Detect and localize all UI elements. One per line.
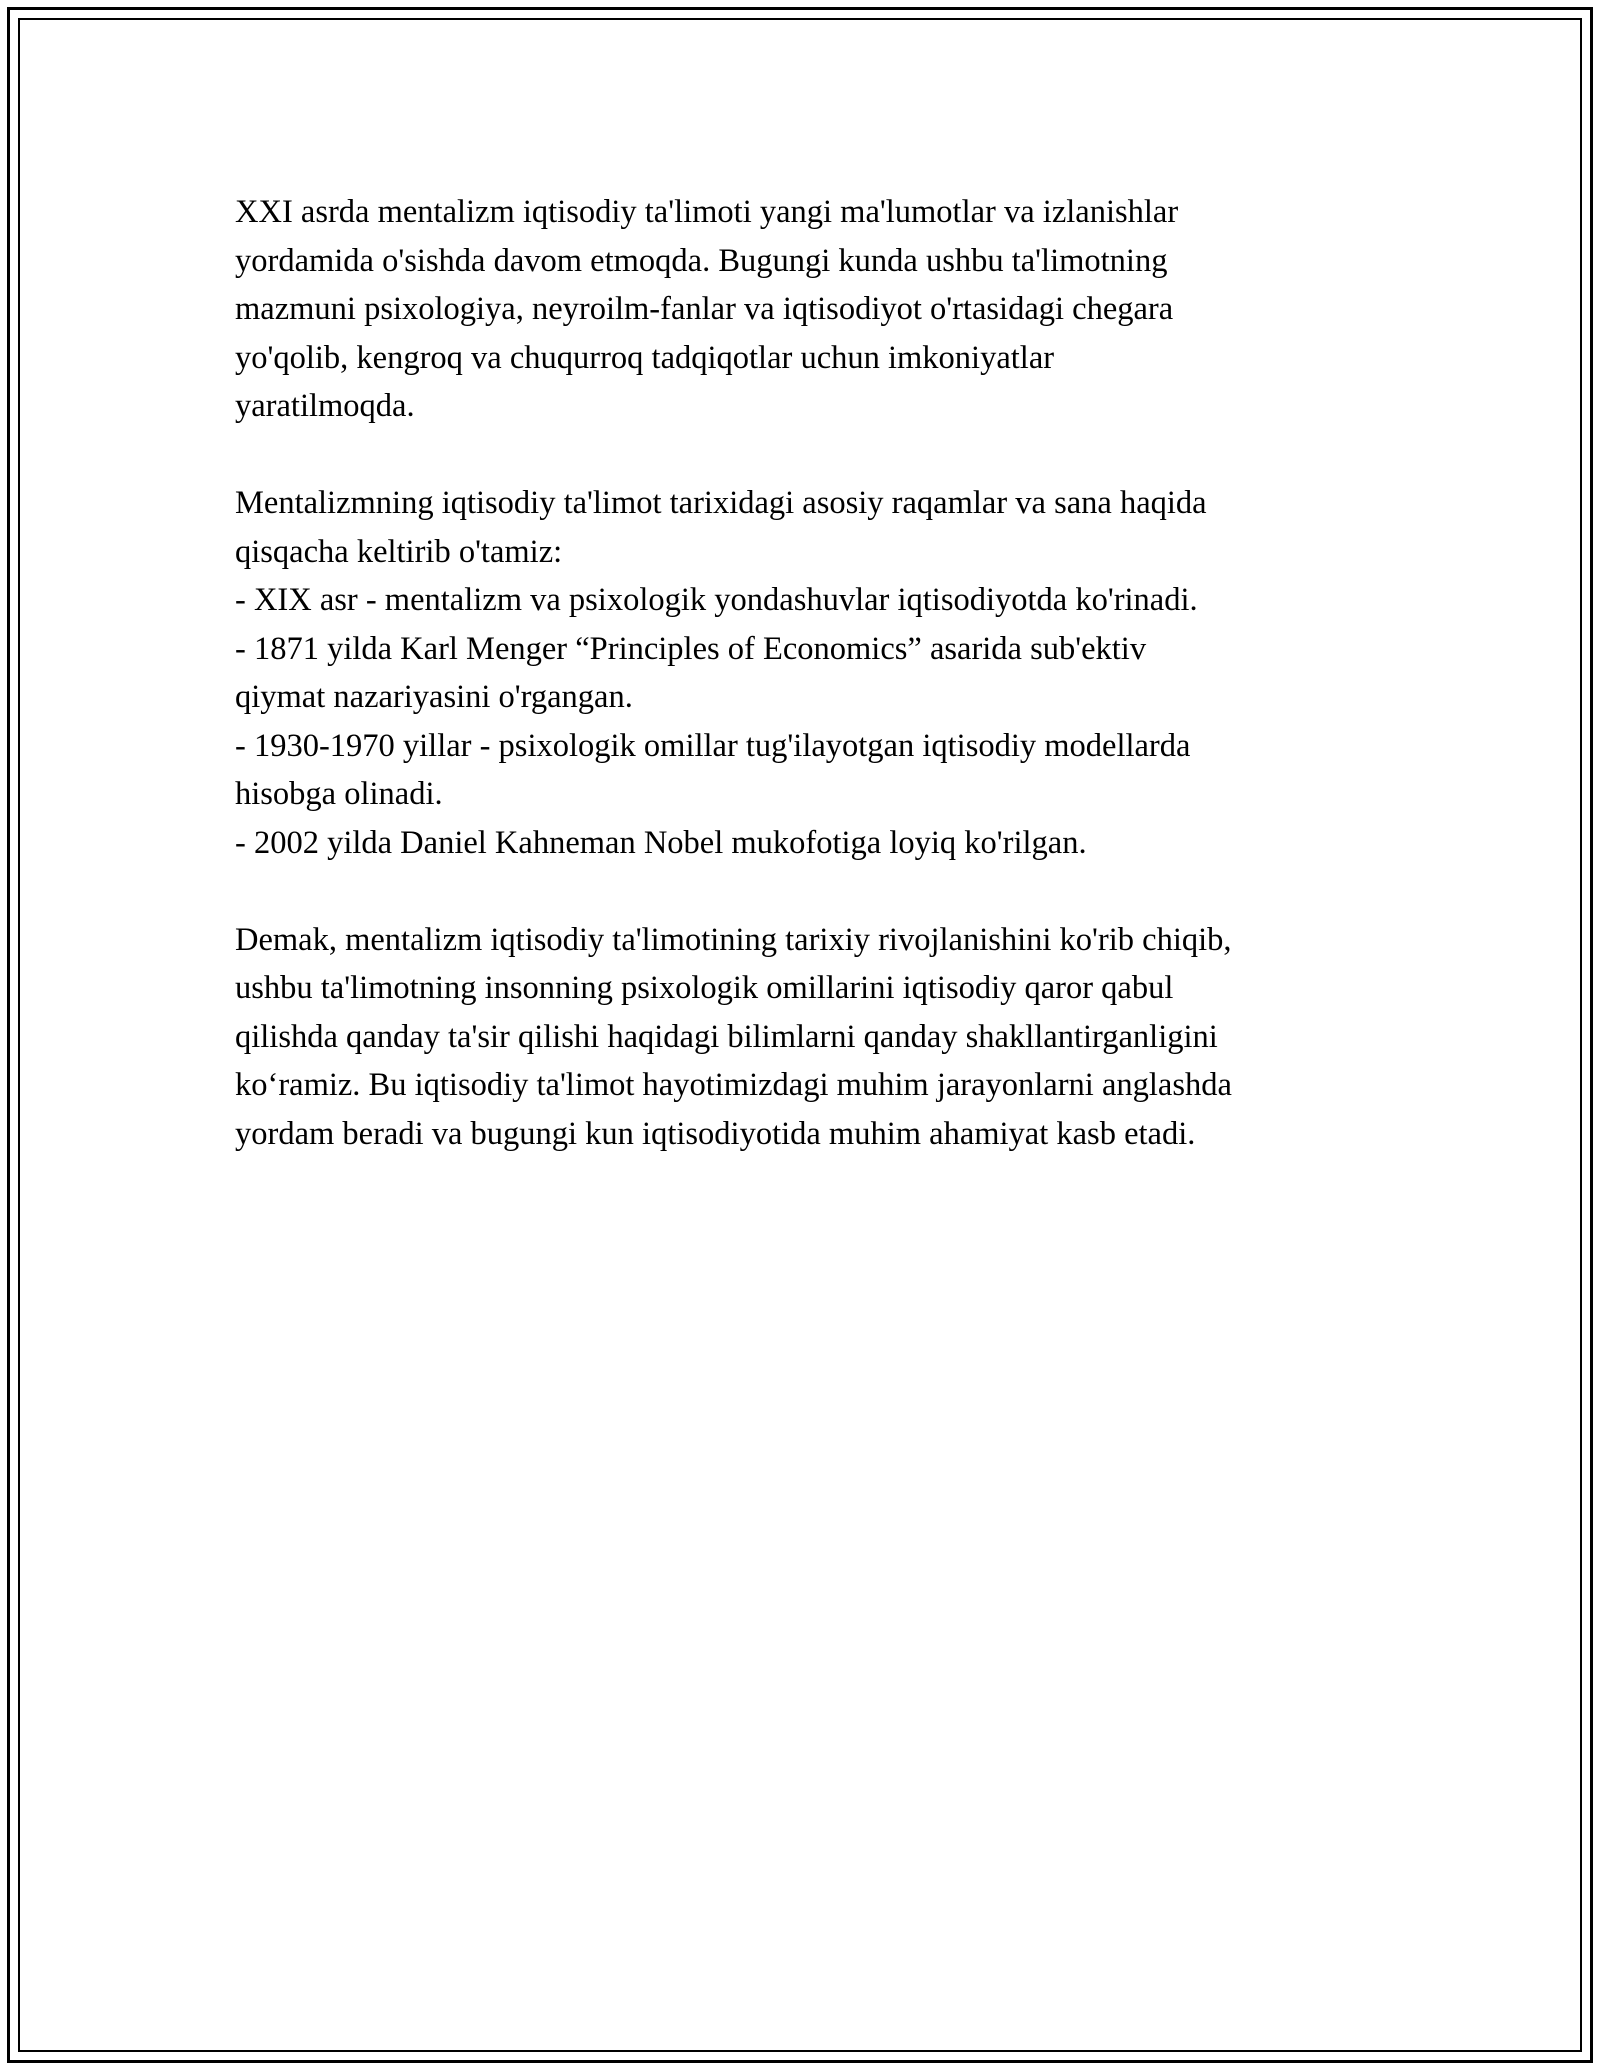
text-line: ko‘ramiz. Bu iqtisodiy ta'limot hayotimizdagi muhim jarayonlarni anglashda <box>235 1067 1232 1103</box>
text-line: - 1871 yilda Karl Menger “Principles of Economics” asarida sub'ektiv <box>235 630 1147 667</box>
text-line: - 1930-1970 yillar - psixologik omillar tug'ilayotgan iqtisodiy modellarda <box>235 727 1191 764</box>
text-line: yordam beradi va bugungi kun iqtisodiyotida muhim ahamiyat kasb etadi. <box>235 1115 1196 1152</box>
text-line: mazmuni psixologiya, neyroilm-fanlar va iqtisodiyot o'rtasidagi chegara <box>235 291 1174 327</box>
list-item <box>235 625 1385 722</box>
paragraph-spacer <box>235 431 1385 480</box>
text-line: - 2002 yilda Daniel Kahneman Nobel mukofotiga loyiq ko'rilgan. <box>235 824 1087 861</box>
list-item <box>235 576 1385 625</box>
text-line: yordamida o'sishda davom etmoqda. Bugungi kunda ushbu ta'limotning <box>235 242 1168 279</box>
paragraph-timeline <box>235 479 1385 867</box>
paragraph-spacer <box>235 867 1385 916</box>
text-line: - XIX asr - mentalizm va psixologik yondashuvlar iqtisodiyotda ko'rinadi. <box>235 582 1198 618</box>
text-line: qilishda qanday ta'sir qilishi haqidagi bilimlarni qanday shakllantirganligini <box>235 1018 1218 1055</box>
paragraph-intro <box>235 188 1385 431</box>
list-item <box>235 819 1385 868</box>
paragraph-conclusion <box>235 916 1385 1159</box>
text-line: ushbu ta'limotning insonning psixologik omillarini iqtisodiy qaror qabul <box>235 970 1174 1006</box>
text-line: yo'qolib, kengroq va chuqurroq tadqiqotlar uchun imkoniyatlar <box>235 339 1055 376</box>
text-line: Demak, mentalizm iqtisodiy ta'limotining tarixiy rivojlanishini ko'rib chiqib, <box>235 921 1232 958</box>
document-body <box>235 188 1385 1158</box>
list-item <box>235 722 1385 819</box>
text-line: qiymat nazariyasini o'rgangan. <box>235 679 633 715</box>
text-line: Mentalizmning iqtisodiy ta'limot tarixidagi asosiy raqamlar va sana haqida <box>235 485 1207 521</box>
text-line: XXI asrda mentalizm iqtisodiy ta'limoti yangi ma'lumotlar va izlanishlar <box>235 194 1179 230</box>
text-line: yaratilmoqda. <box>235 388 415 424</box>
text-line: hisobga olinadi. <box>235 776 443 812</box>
text-line: qisqacha keltirib o'tamiz: <box>235 533 563 570</box>
